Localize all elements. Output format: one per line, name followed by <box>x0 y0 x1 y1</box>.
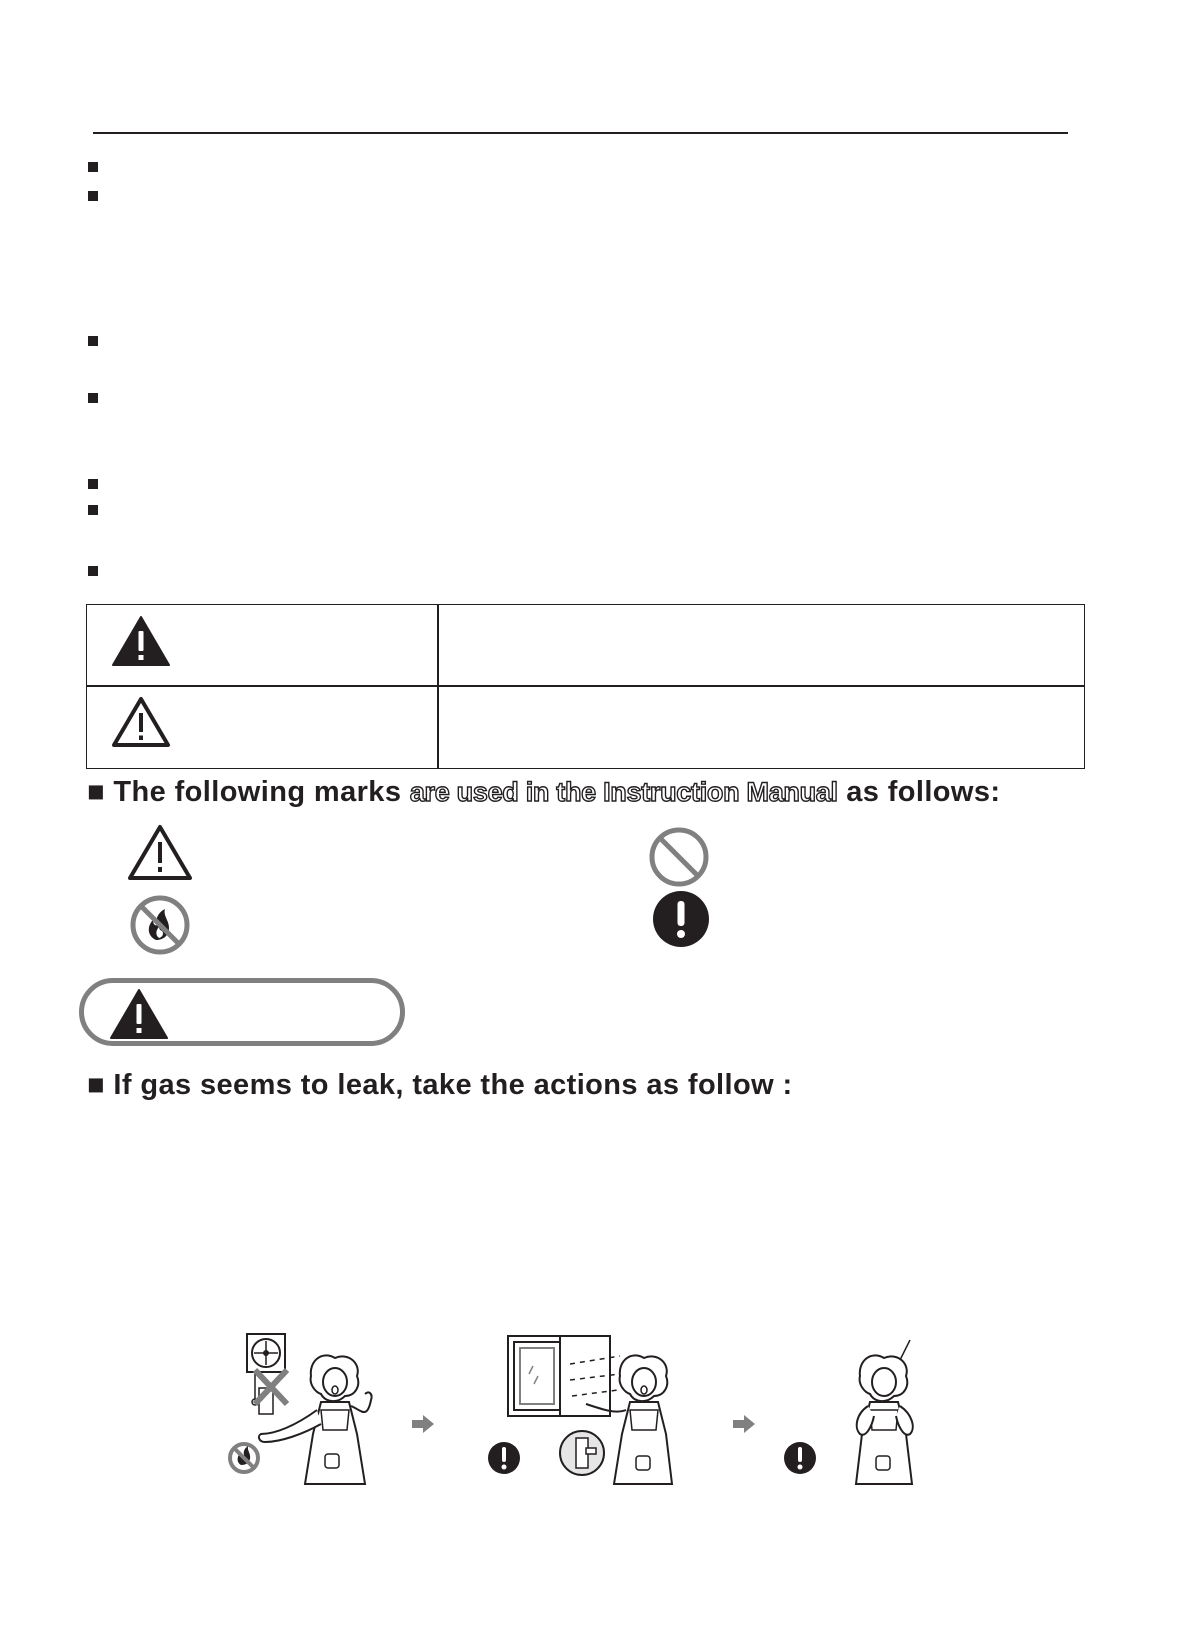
warning-filled-icon <box>111 615 171 667</box>
heading-part-bold-end: as follows: <box>846 776 1001 808</box>
prohibition-circle-icon <box>648 826 710 888</box>
marks-heading <box>87 776 1000 809</box>
bullet-marker <box>88 393 98 403</box>
warning-filled-icon <box>109 988 169 1040</box>
header-rule <box>93 132 1068 134</box>
gas-leak-heading <box>87 1069 793 1102</box>
no-open-flame-icon <box>129 894 191 956</box>
bullet-marker <box>88 479 98 489</box>
caution-outline-icon <box>111 696 171 748</box>
bullet-marker <box>88 336 98 346</box>
open-window-illustration <box>500 1330 700 1490</box>
step-arrow-icon <box>412 1415 434 1433</box>
caution-triangle-icon <box>127 824 193 882</box>
no-fan-switch-illustration <box>225 1330 395 1490</box>
table-row-divider <box>87 685 1084 687</box>
heading-part-outlined: are used in the Instruction Manual <box>409 777 838 807</box>
step-arrow-icon <box>733 1415 755 1433</box>
table-column-divider <box>437 605 439 768</box>
heading-bullet: ■ <box>87 1069 105 1101</box>
bullet-marker <box>88 566 98 576</box>
heading-part-bold: The following marks <box>113 776 402 808</box>
warning-label-pill <box>79 978 405 1046</box>
signal-word-table <box>86 604 1085 769</box>
gas-leak-heading-text: If gas seems to leak, take the actions as follow : <box>113 1069 793 1101</box>
mandatory-action-icon <box>783 1441 817 1475</box>
mandatory-action-icon <box>652 890 710 948</box>
bullet-marker <box>88 191 98 201</box>
bullet-marker <box>88 505 98 515</box>
phone-call-illustration <box>830 1330 940 1490</box>
heading-bullet: ■ <box>87 776 105 808</box>
bullet-marker <box>88 162 98 172</box>
